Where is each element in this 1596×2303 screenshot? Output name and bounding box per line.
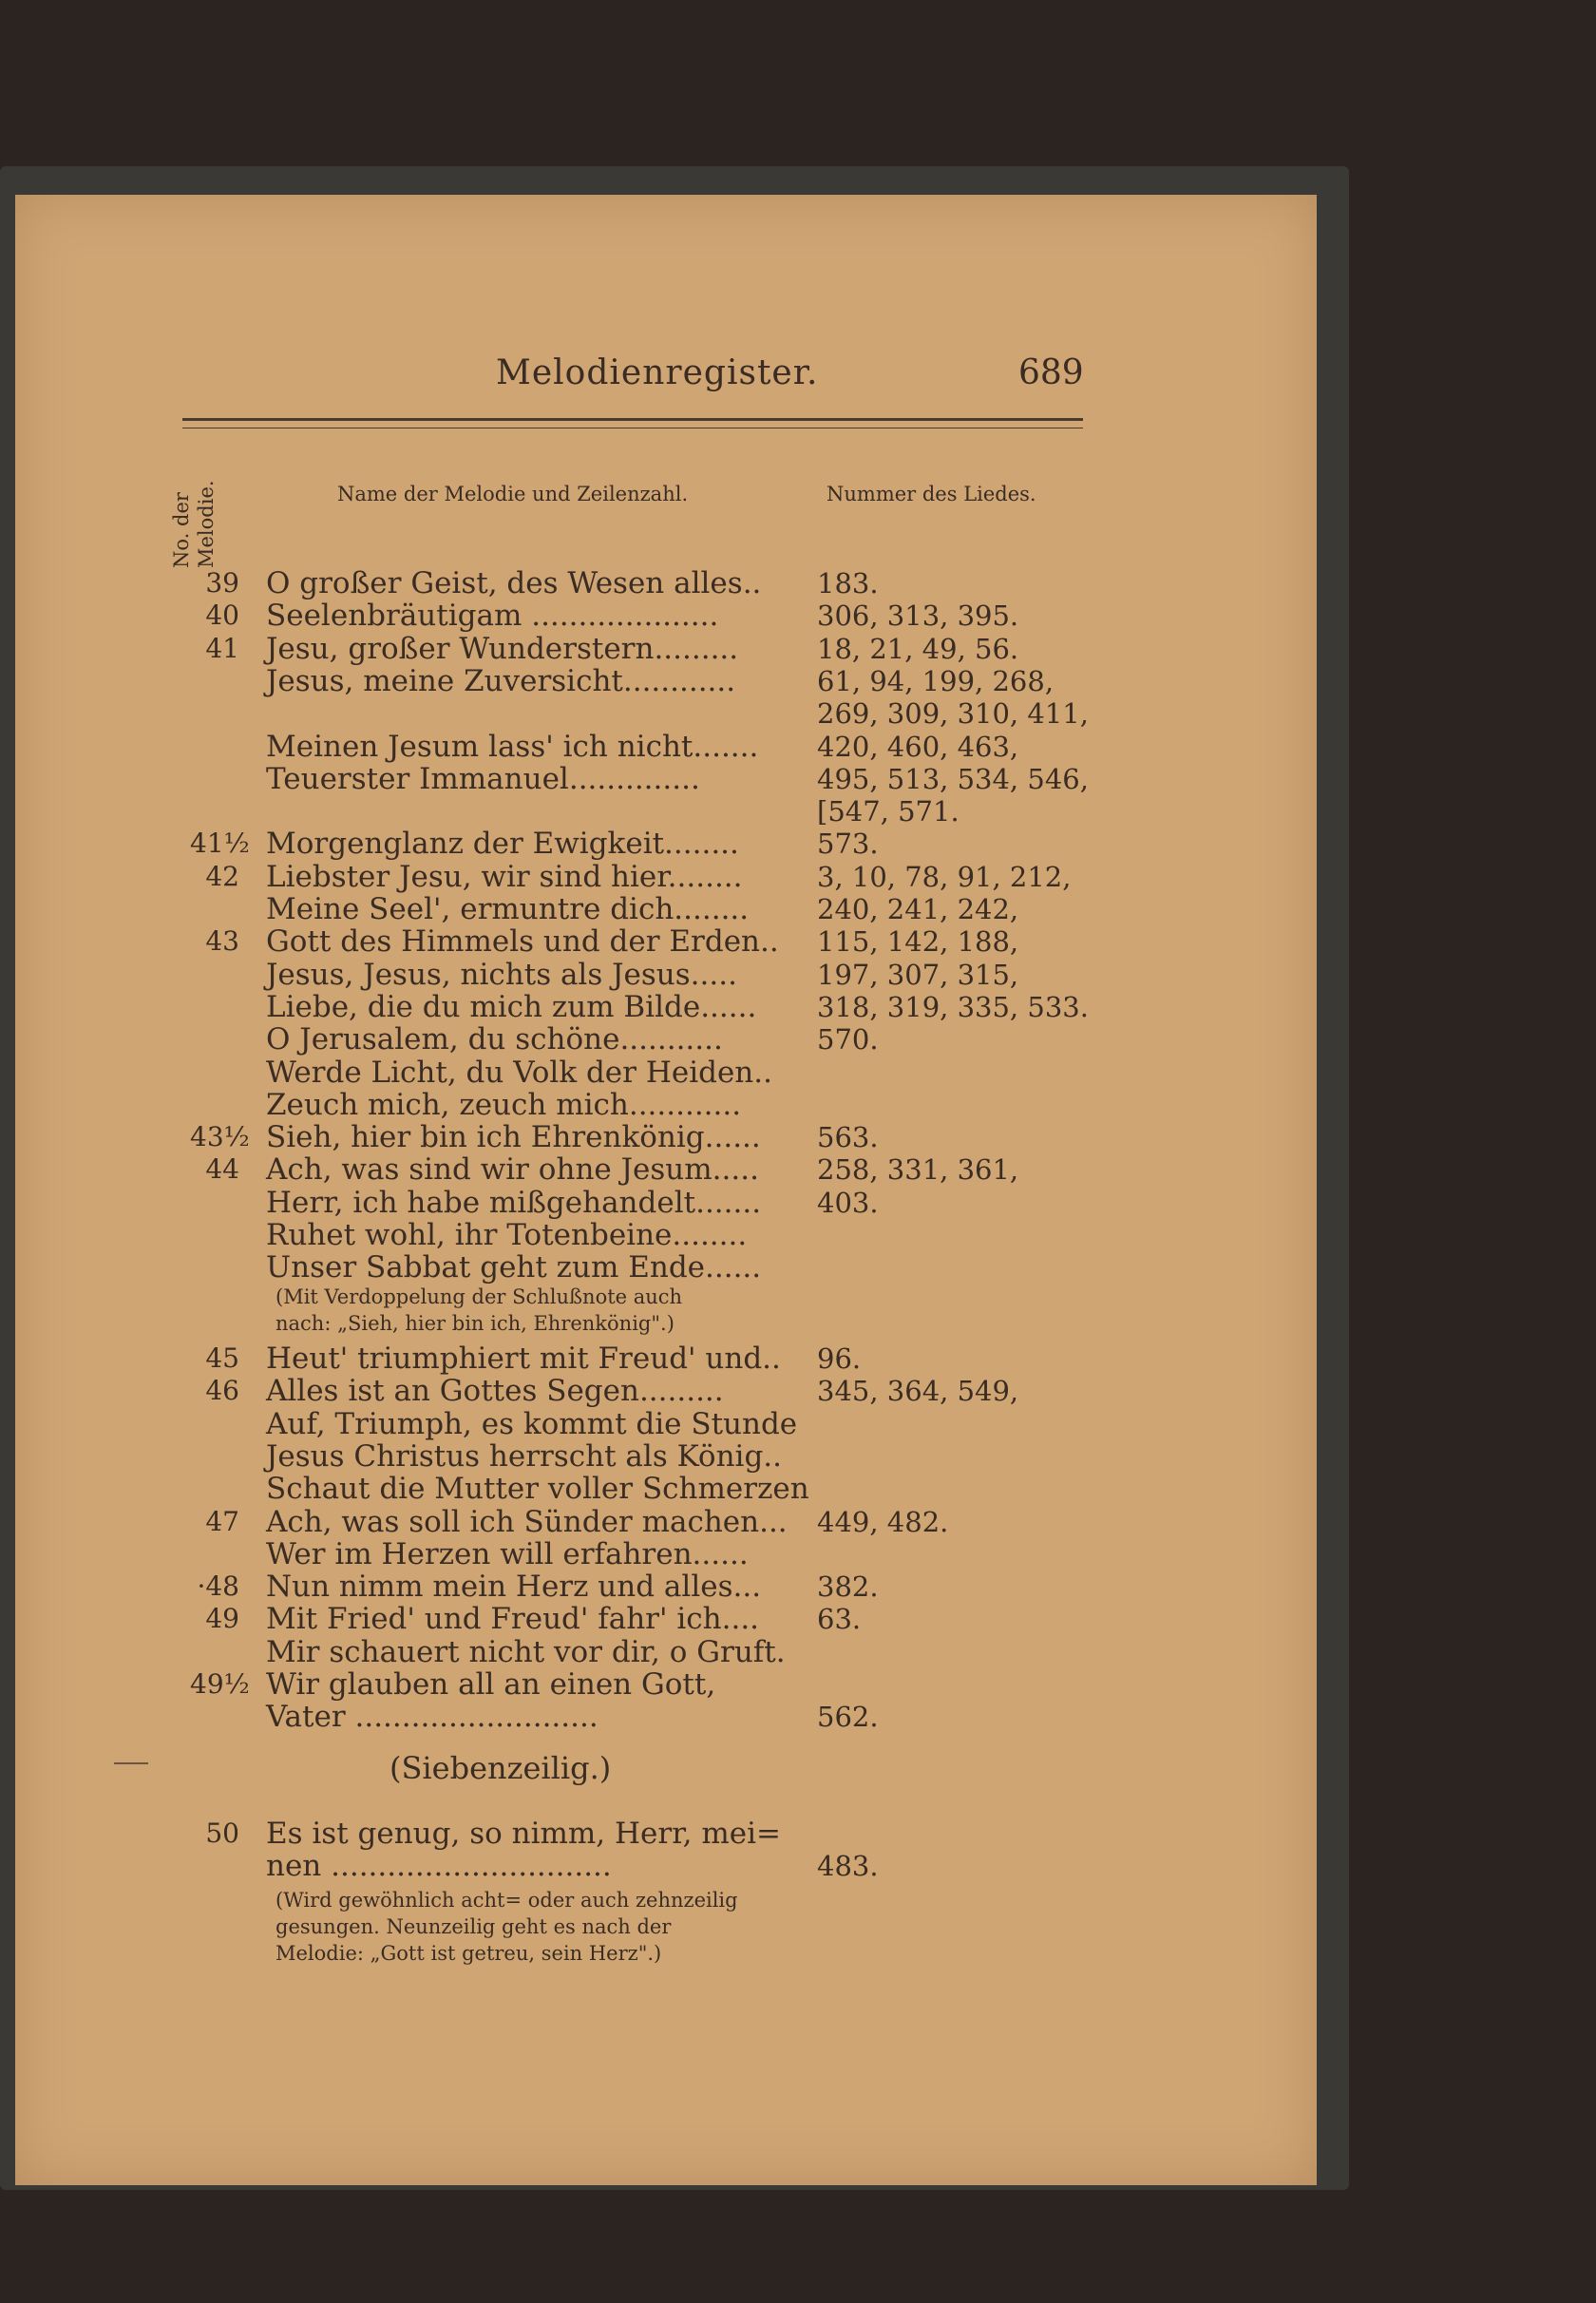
melody-number: 41½ — [190, 828, 250, 860]
song-numbers: 61, 94, 199, 268, — [817, 664, 1054, 697]
song-numbers: 3, 10, 78, 91, 212, — [817, 860, 1072, 893]
melody-title: O Jerusalem, du schöne........... — [266, 1022, 723, 1057]
melody-title: Nun nimm mein Herz und alles... — [266, 1570, 762, 1605]
song-numbers: [547, 571. — [817, 795, 960, 828]
column-header-name: Name der Melodie und Zeilenzahl. — [337, 483, 689, 505]
melody-title: Es ist genug, so nimm, Herr, mei= — [266, 1817, 781, 1851]
song-numbers: 258, 331, 361, — [817, 1153, 1019, 1187]
melody-number: 43 — [205, 925, 239, 958]
song-numbers: 96. — [817, 1342, 862, 1375]
melody-title: Zeuch mich, zeuch mich............ — [266, 1087, 742, 1122]
melody-number: 41 — [205, 632, 239, 664]
song-numbers: 573. — [817, 828, 879, 861]
melody-number: 42 — [205, 860, 239, 892]
column-header-no: No. der Melodie. — [170, 480, 218, 568]
melody-title: Ach, was soll ich Sünder machen... — [266, 1504, 788, 1539]
melody-title: Schaut die Mutter voller Schmerzen — [266, 1472, 809, 1507]
note-line: nach: „Sieh, hier bin ich, Ehrenkönig".) — [276, 1312, 674, 1335]
song-numbers: 345, 364, 549, — [817, 1375, 1019, 1408]
melody-title: Ruhet wohl, ihr Totenbeine........ — [266, 1218, 748, 1252]
melody-title: Werde Licht, du Volk der Heiden.. — [266, 1055, 772, 1090]
melody-title: Morgenglanz der Ewigkeit........ — [266, 827, 739, 862]
column-header-number: Nummer des Liedes. — [826, 483, 1036, 505]
melody-title: Jesu, großer Wunderstern......... — [266, 631, 739, 666]
melody-title: Vater .......................... — [266, 1700, 598, 1735]
melody-title: Wir glauben all an einen Gott, — [266, 1667, 716, 1702]
melody-number: 46 — [205, 1375, 239, 1407]
melody-title: Auf, Triumph, es kommt die Stunde — [266, 1406, 798, 1441]
song-numbers: 570. — [817, 1023, 879, 1056]
melody-title: Wer im Herzen will erfahren...... — [266, 1536, 749, 1571]
melody-title: Heut' triumphiert mit Freud' und.. — [266, 1342, 781, 1376]
song-numbers: 63. — [817, 1603, 862, 1636]
song-numbers: 483. — [817, 1850, 879, 1883]
melody-number: ·48 — [197, 1570, 239, 1603]
section-heading: (Siebenzeilig.) — [390, 1750, 612, 1786]
melody-number: 40 — [205, 600, 239, 632]
melody-title: Gott des Himmels und der Erden.. — [266, 924, 779, 960]
melody-title: Jesus, meine Zuversicht............ — [266, 663, 736, 698]
song-numbers: 563. — [817, 1121, 879, 1154]
melody-number: 44 — [205, 1153, 239, 1186]
song-numbers: 240, 241, 242, — [817, 893, 1019, 925]
note-line: (Mit Verdoppelung der Schlußnote auch — [276, 1285, 683, 1308]
melody-title: Mir schauert nicht vor dir, o Gruft. — [266, 1634, 786, 1669]
melody-title: Teuerster Immanuel.............. — [266, 761, 700, 796]
song-numbers: 18, 21, 49, 56. — [817, 632, 1019, 665]
melody-number: 43½ — [190, 1121, 250, 1153]
song-numbers: 269, 309, 310, 411, — [817, 697, 1089, 731]
melody-title: Alles ist an Gottes Segen......... — [266, 1374, 724, 1409]
melody-title: Jesus Christus herrscht als König.. — [266, 1438, 782, 1474]
song-numbers: 183. — [817, 567, 879, 600]
note-line: (Wird gewöhnlich acht= oder auch zehnzeilig — [276, 1889, 738, 1912]
song-numbers: 403. — [817, 1186, 879, 1219]
note-line: gesungen. Neunzeilig geht es nach der — [276, 1915, 672, 1938]
song-numbers: 562. — [817, 1701, 879, 1734]
melody-title: nen .............................. — [266, 1849, 612, 1884]
melody-title: Unser Sabbat geht zum Ende...... — [266, 1250, 762, 1285]
melody-title: Mit Fried' und Freud' fahr' ich.... — [266, 1602, 760, 1637]
melody-title: Ach, was sind wir ohne Jesum..... — [266, 1152, 759, 1188]
melody-title: O großer Geist, des Wesen alles.. — [266, 566, 762, 600]
song-numbers: 495, 513, 534, 546, — [817, 762, 1089, 795]
melody-title: Sieh, hier bin ich Ehrenkönig...... — [266, 1120, 761, 1155]
song-numbers: 449, 482. — [817, 1505, 949, 1538]
song-numbers: 197, 307, 315, — [817, 958, 1019, 991]
melody-number: 47 — [205, 1505, 239, 1537]
page-title: Melodienregister. — [496, 353, 819, 392]
melody-number: 50 — [205, 1818, 239, 1849]
melody-title: Meine Seel', ermuntre dich........ — [266, 892, 750, 926]
melody-number: 49½ — [190, 1668, 250, 1700]
melody-title: Meinen Jesum lass' ich nicht....... — [266, 729, 759, 764]
melody-number: 39 — [205, 567, 239, 599]
melody-title: Jesus, Jesus, nichts als Jesus..... — [266, 957, 737, 992]
melody-title: Liebe, die du mich zum Bilde...... — [266, 989, 757, 1024]
melody-number: 45 — [205, 1342, 239, 1374]
melody-title: Herr, ich habe mißgehandelt....... — [266, 1185, 762, 1220]
margin-dash — [114, 1762, 148, 1764]
note-line: Melodie: „Gott ist getreu, sein Herz".) — [276, 1942, 662, 1965]
melody-title: Liebster Jesu, wir sind hier........ — [266, 859, 743, 894]
melody-title: Seelenbräutigam .................... — [266, 599, 719, 634]
melody-number: 49 — [205, 1603, 239, 1635]
page-number: 689 — [1018, 353, 1084, 392]
song-numbers: 382. — [817, 1570, 879, 1604]
song-numbers: 306, 313, 395. — [817, 600, 1019, 633]
header-rule-thick — [182, 418, 1083, 421]
song-numbers: 420, 460, 463, — [817, 730, 1019, 763]
song-numbers: 318, 319, 335, 533. — [817, 990, 1089, 1023]
song-numbers: 115, 142, 188, — [817, 925, 1019, 959]
